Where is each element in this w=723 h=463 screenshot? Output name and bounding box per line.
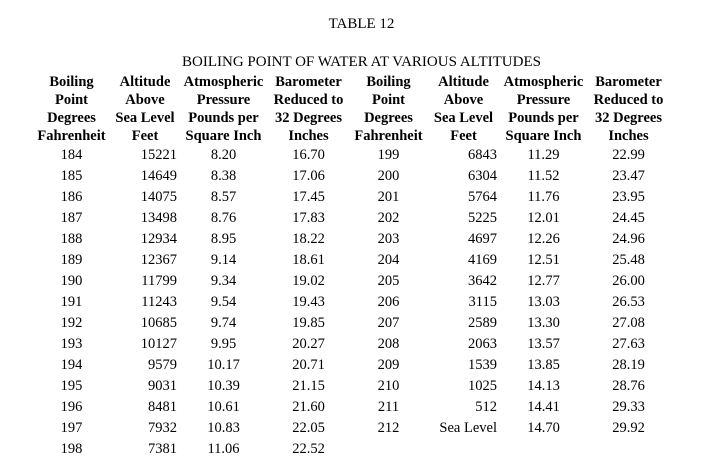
table-cell: 211	[377, 399, 400, 415]
table-row	[30, 334, 667, 355]
altitude-header	[113, 73, 177, 145]
header-line: Atmospheric	[503, 74, 584, 90]
table-cell: 9.14	[210, 252, 237, 268]
table-cell: 9.95	[210, 336, 237, 352]
table-cell: 17.83	[292, 210, 325, 226]
table-cell: 3642	[468, 273, 497, 289]
table-cell: 11.29	[527, 147, 560, 163]
table-cell: 11243	[141, 294, 177, 310]
table-cell: 13.85	[527, 357, 560, 373]
table-cell: 12.51	[527, 252, 560, 268]
table-cell: 13498	[140, 210, 177, 226]
table-cell: 12367	[140, 252, 177, 268]
table-cell	[497, 439, 590, 460]
table-cell: 189	[60, 252, 83, 268]
table-number: TABLE 12	[328, 16, 395, 32]
table-cell: 26.00	[612, 273, 645, 289]
header-line: 32 Degrees	[275, 110, 342, 126]
header-line: Pounds per	[188, 110, 259, 126]
table-cell: 2589	[468, 315, 497, 331]
table-cell: 9579	[148, 357, 177, 373]
table-row	[30, 145, 667, 166]
table-cell: 187	[60, 210, 83, 226]
table-cell: 198	[60, 441, 83, 457]
table-cell: 199	[377, 147, 400, 163]
table-cell: 22.99	[612, 147, 645, 163]
table-cell: 196	[60, 399, 83, 415]
table-cell: 14649	[140, 168, 177, 184]
table-cell: 25.48	[612, 252, 645, 268]
table-cell: 11799	[141, 273, 177, 289]
table-cell: 207	[377, 315, 400, 331]
table-cell: 10.83	[207, 420, 240, 436]
table-cell: 27.63	[612, 336, 645, 352]
boiling-point-header	[347, 73, 430, 145]
header-line: Above	[125, 92, 165, 108]
boiling-point-header	[30, 73, 113, 145]
header-line: Barometer	[275, 74, 342, 90]
header-line: Square Inch	[505, 128, 582, 144]
table-cell: 12.01	[527, 210, 560, 226]
table-cell: 185	[60, 168, 83, 184]
header-line: Boiling	[366, 74, 411, 90]
table-cell: 195	[60, 378, 83, 394]
header-line: Fahrenheit	[354, 128, 423, 144]
table-cell: 14.13	[527, 378, 560, 394]
table-cell: 205	[377, 273, 400, 289]
table-cell: 197	[60, 420, 83, 436]
header-line: 32 Degrees	[595, 110, 662, 126]
table-cell: 2063	[468, 336, 497, 352]
table-cell: 28.76	[612, 378, 645, 394]
header-line: Above	[443, 92, 484, 108]
table-row	[30, 187, 667, 208]
table-cell: 10.61	[207, 399, 240, 415]
table-cell: 24.96	[612, 231, 645, 247]
table-cell: 190	[60, 273, 83, 289]
table-row	[30, 166, 667, 187]
table-cell: 18.61	[292, 252, 325, 268]
table-cell: 20.27	[292, 336, 325, 352]
table-row	[30, 355, 667, 376]
table-cell: 11.52	[527, 168, 560, 184]
table-cell: 23.47	[612, 168, 645, 184]
table-row	[30, 250, 667, 271]
header-line: Barometer	[595, 74, 662, 90]
table-cell: 9031	[148, 378, 177, 394]
table-cell: 19.02	[292, 273, 325, 289]
header-line: Fahrenheit	[37, 128, 106, 144]
table-cell: 10127	[140, 336, 177, 352]
table-cell: 9.54	[210, 294, 237, 310]
table-cell: 4697	[468, 231, 497, 247]
table-cell: 1025	[468, 378, 497, 394]
table-row	[30, 313, 667, 334]
header-line: Sea Level	[115, 110, 175, 126]
table-row	[30, 292, 667, 313]
table-cell: Sea Level	[439, 420, 497, 436]
table-cell: 14.70	[527, 420, 560, 436]
table-cell	[590, 439, 667, 460]
table-cell: 13.30	[527, 315, 560, 331]
table-cell: 28.19	[612, 357, 645, 373]
table-cell: 210	[377, 378, 400, 394]
table-row	[30, 397, 667, 418]
header-line: Pressure	[196, 92, 251, 108]
table-cell: 8.20	[210, 147, 237, 163]
header-line: Point	[54, 92, 89, 108]
table-cell: 19.85	[292, 315, 325, 331]
table-cell: 1539	[468, 357, 497, 373]
table-cell: 206	[377, 294, 400, 310]
table-cell: 22.52	[292, 441, 325, 457]
table-title: BOILING POINT OF WATER AT VARIOUS ALTITUDES	[182, 54, 541, 70]
header-line: Reduced to	[593, 92, 664, 108]
table-cell: 184	[60, 147, 83, 163]
barometer-header	[270, 73, 347, 145]
table-cell: 188	[60, 231, 83, 247]
table-row	[30, 439, 667, 460]
table-cell: 12.26	[527, 231, 560, 247]
table-cell: 5764	[468, 189, 497, 205]
table-cell: 204	[377, 252, 400, 268]
table-cell: 203	[377, 231, 400, 247]
header-line: Altitude	[119, 74, 171, 90]
header-line: Sea Level	[433, 110, 494, 126]
header-line: Pressure	[516, 92, 571, 108]
table-cell: 8.57	[210, 189, 237, 205]
table-cell: 16.70	[292, 147, 325, 163]
table-cell: 27.08	[612, 315, 645, 331]
table-cell: 29.92	[612, 420, 645, 436]
table-cell: 29.33	[612, 399, 645, 415]
table-cell: 186	[60, 189, 83, 205]
table-cell: 3115	[468, 294, 497, 310]
table-cell: 8.38	[210, 168, 237, 184]
table-cell: 19.43	[292, 294, 325, 310]
table-cell: 7932	[148, 420, 177, 436]
table-cell: 24.45	[612, 210, 645, 226]
table-cell: 9.74	[210, 315, 237, 331]
table-cell: 26.53	[612, 294, 645, 310]
table-cell: 192	[60, 315, 83, 331]
table-cell: 11.06	[207, 441, 240, 457]
header-line: Square Inch	[185, 128, 262, 144]
table-cell: 21.60	[292, 399, 325, 415]
table-cell: 13.03	[527, 294, 560, 310]
table-cell: 201	[377, 189, 400, 205]
boiling-point-table	[30, 73, 667, 460]
header-line: Inches	[608, 128, 649, 144]
table-row	[30, 229, 667, 250]
table-cell: 209	[377, 357, 400, 373]
table-cell: 10.17	[207, 357, 240, 373]
header-line: Point	[371, 92, 406, 108]
table-cell	[430, 439, 497, 460]
table-cell: 208	[377, 336, 400, 352]
table-cell: 6304	[468, 168, 497, 184]
header-line: Feet	[450, 128, 477, 144]
table-cell: 193	[60, 336, 83, 352]
table-cell: 17.45	[292, 189, 325, 205]
table-cell: 200	[377, 168, 400, 184]
table-cell: 20.71	[292, 357, 325, 373]
pressure-header	[497, 73, 590, 145]
table-body	[30, 145, 667, 460]
table-cell: 7381	[148, 441, 177, 457]
table-cell: 5225	[468, 210, 497, 226]
table-cell: 12934	[140, 231, 177, 247]
table-cell: 6843	[468, 147, 497, 163]
table-row	[30, 418, 667, 439]
header-line: Degrees	[47, 110, 96, 126]
table-cell: 10.39	[207, 378, 240, 394]
table-cell: 14.41	[527, 399, 560, 415]
altitude-header	[430, 73, 497, 145]
header-line: Feet	[131, 128, 159, 144]
header-row	[30, 73, 667, 145]
pressure-header	[177, 73, 270, 145]
table-cell: 202	[377, 210, 400, 226]
table-cell: 8.95	[210, 231, 237, 247]
table-cell: 9.34	[210, 273, 237, 289]
barometer-header	[590, 73, 667, 145]
table-row	[30, 208, 667, 229]
header-line: Degrees	[364, 110, 413, 126]
header-line: Inches	[288, 128, 329, 144]
table-cell: 15221	[140, 147, 177, 163]
table-cell: 4169	[468, 252, 497, 268]
header-line: Atmospheric	[183, 74, 264, 90]
table-cell: 18.22	[292, 231, 325, 247]
header-line: Reduced to	[273, 92, 344, 108]
table-row	[30, 271, 667, 292]
table-cell: 212	[377, 420, 400, 436]
table-cell: 12.77	[527, 273, 560, 289]
table-cell	[347, 439, 430, 460]
table-cell: 512	[475, 399, 497, 415]
table-cell: 22.05	[292, 420, 325, 436]
header-line: Altitude	[438, 74, 489, 90]
table-cell: 14075	[140, 189, 177, 205]
table-cell: 194	[60, 357, 83, 373]
table-cell: 17.06	[292, 168, 325, 184]
table-cell: 191	[60, 294, 83, 310]
table-cell: 8481	[148, 399, 177, 415]
header-line: Boiling	[49, 74, 94, 90]
table-row	[30, 376, 667, 397]
table-cell: 21.15	[292, 378, 325, 394]
table-cell: 23.95	[612, 189, 645, 205]
table-cell: 13.57	[527, 336, 560, 352]
table-cell: 10685	[140, 315, 177, 331]
table-cell: 8.76	[210, 210, 237, 226]
header-line: Pounds per	[508, 110, 579, 126]
table-cell: 11.76	[527, 189, 560, 205]
